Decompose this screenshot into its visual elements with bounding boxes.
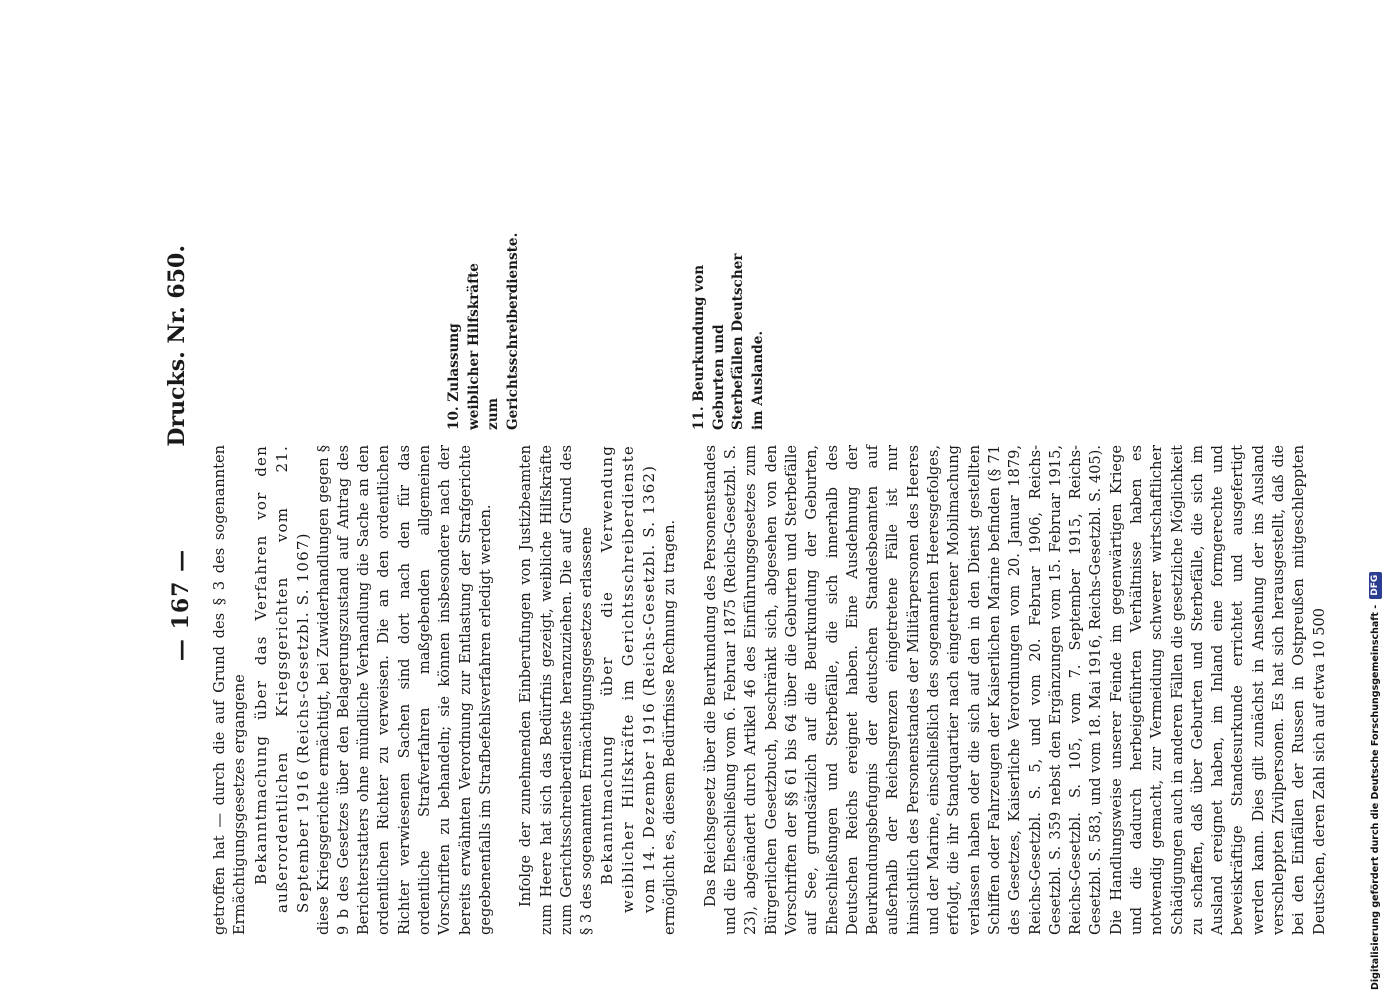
digitization-credit [1368,10,1382,990]
paragraph-4: Infolge der zunehmenden Einberufungen von Justizbeamten zum Heere hat sich das Bedürfnis gezeigt, weibliche Hilfskräfte zum Gerichtsschreiberdienste heranzuziehen. Die auf Grund des § 3 des sogenannten Ermächtigungsgesetzes erlassene [517,445,596,935]
page-number: — 167 — [168,548,194,662]
credit-text: Digitalisierung gefördert durch die Deutsche Forschungsgemeinschaft - [1369,604,1381,990]
main-text-column [210,445,1330,935]
dfg-logo: DFG [1369,572,1382,599]
paragraph-1: getroffen hat — durch die auf Grund des § 3 des sogenannten Ermächtigungsgesetzes ergangene [211,445,249,935]
paragraph-3: diese Kriegsgerichte ermächtigt, bei Zuwiderhandlungen gegen § 9 b des Gesetzes über den Belagerungszustand auf Antrag des Berichterstatters ohne mündliche Verhandlung die Sache an den ordentlichen Richter zu verweisen. Die an den ordentlichen Richter verwiesenen Sachen sind dort nach den für das ordentliche Strafverfahren maßgebenden allgemeinen Vorschriften zu behandeln; sie können insbesondere nach der bereits erwähnten Verordnung zur Entlastung der Strafgerichte gegebenenfalls im Strafbefehlsverfahren erledigt werden. [314,445,494,935]
rotated-page [150,232,1328,935]
margin-heading-10: 10. Zulassung weiblicher Hilfskräfte zum Gerichtsschreiberdienste. [446,232,521,430]
announcement-court-procedure: Bekanntmachung über das Verfahren vor den außerordentlichen Kriegsgerichten vom 21. September 1916 (Reichs-Gesetzbl. S. 1067) [251,445,312,913]
document-number: Drucks. Nr. 650. [164,245,190,447]
page-header [150,245,210,935]
announcement-female-assistants: Bekanntmachung über die Verwendung weiblicher Hilfskräfte im Gerichtsschreiberdienste vom 14. Dezember 1916 (Reichs-Gesetzbl. S. 1362) [598,445,659,913]
margin-heading-11: 11. Beurkundung von Geburten und Sterbefällen Deutscher im Auslande. [691,253,766,430]
paragraph-7: Das Reichsgesetz über die Beurkundung des Personenstandes und die Eheschließung vom 6. Februar 1875 (Reichs-Gesetzbl. S. 23), abgeändert durch Artikel 46 des Einführungsgesetzes zum Bürgerlichen Gesetzbuch, beschränkt sich, abgesehen von den Vorschriften der §§ 61 bis 64 über die Geburten und Sterbefälle auf See, grundsätzlich auf die Beurkundung der Geburten, Eheschließungen und Sterbefälle, die sich innerhalb des Deutschen Reichs ereignet haben. Eine Ausdehnung der Beurkundungsbefugnis der deutschen Standesbeamten auf außerhalb der Reichsgrenzen eingetretene Fälle ist nur hinsichtlich des Personenstandes der Militärpersonen des Heeres und der Marine, einschließlich des sogenannten Heeresgefolges, erfolgt, die ihr Standquartier nach eingetretener Mobilmachung verlassen haben oder die sich auf den in den Dienst gestellten Schiffen oder Fahrzeugen der Kaiserlichen Marine befinden (§ 71 des Gesetzes, Kaiserliche Verordnungen vom 20. Januar 1879, Reichs-Gesetzbl. S. 5, und vom 20. Februar 1906, Reichs-Gesetzbl. S. 359 nebst den Ergänzungen vom 15. Februar 1915, Reichs-Gesetzbl. S. 105, vom 7. September 1915, Reichs-Gesetzbl. S. 583, und vom 18. Mai 1916, Reichs-Gesetzbl. S. 405). Die Handlungsweise unserer Feinde im gegenwärtigen Kriege und die dadurch herbeigeführten Verhältnisse haben es notwendig gemacht, zur Vermeidung schwerer wirtschaftlicher Schädigungen auch in anderen Fällen die gesetzliche Möglichkeit zu schaffen, daß über Geburten und Sterbefälle, die sich im Ausland ereignet haben, im Inland eine formgerechte und beweiskräftige Standesurkunde errichtet und ausgefertigt werden kann. Dies gilt zunächst in Ansehung der ins Ausland verschleppten Zivilpersonen. Es hat sich herausgestellt, daß die bei den Einfällen der Russen in Ostpreußen mitgeschleppten Deutschen, deren Zahl sich auf etwa 10 500 [701,445,1328,935]
paragraph-6: ermöglicht es, diesem Bedürfnisse Rechnung zu tragen. [661,519,679,935]
